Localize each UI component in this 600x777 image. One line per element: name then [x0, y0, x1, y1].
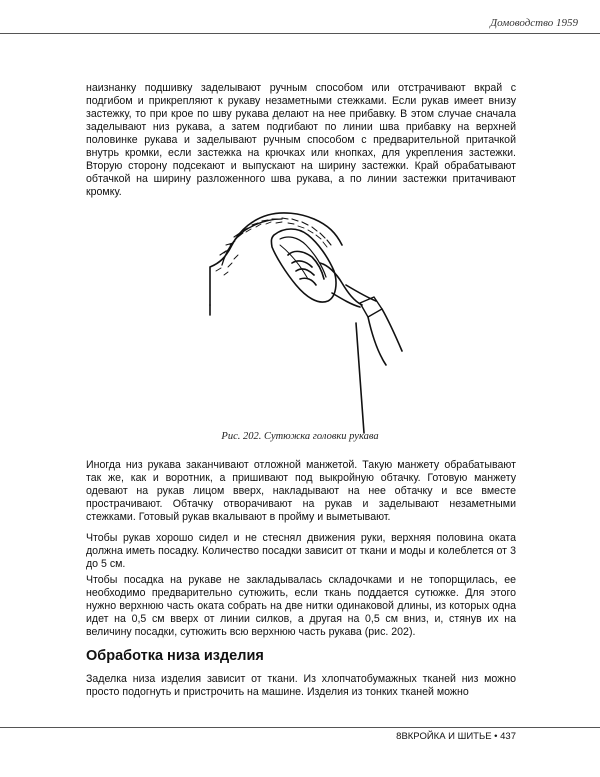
figure-202 [196, 205, 416, 435]
header-divider [0, 33, 600, 34]
page-footer: 8ВКРОЙКА И ШИТЬЕ • 437 [396, 731, 516, 742]
sleeve-ironing-illustration-icon [196, 205, 416, 435]
paragraph-shrinking: Чтобы посадка на рукаве не закладывалась складочками и не топорщилась, ее необходимо предварительно сутюжить, если ткань поддается сутюжке. Для этого нужно верхнюю часть оката собрать на две нитки одинаковой длины, из которых одна идет на 0,5 см вверх от линии силков, а другая на 0,5 см вниз, и, стянув их на величину посадки, сутюжить всю верхнюю часть рукава (рис. 202). [86, 574, 516, 638]
paragraph-ease: Чтобы рукав хорошо сидел и не стеснял движения руки, верхняя половина оката должна иметь посадку. Количество посадки зависит от ткани и моды и колеблется от 3 до 5 см. [86, 532, 516, 570]
figure-caption: Рис. 202. Сутюжка головки рукава [221, 431, 379, 442]
section-heading: Обработка низа изделия [86, 648, 264, 664]
paragraph-sleeve-hem: наизнанку подшивку заделывают ручным способом или отстрачивают вкрай с подгибом и прикрепляют к рукаву незаметными стежками. Если рукав имеет внизу застежку, то при крое по шву рукава делают на нее прибавку. В этом случае сначала заделывают низ рукава, а затем подгибают по линии шва прибавку на верхней половинке рукава и заделывают ручным способом с предварительной притачкой внутрь кромки, если застежка на крючках или кнопках, для укрепления застежки. Вторую сторону подсекают и выпускают на ширину застежки. Край обрабатывают обтачкой на ширину разложенного шва рукава, а по линии застежки притачивают кромку. [86, 82, 516, 198]
running-header: Домоводство 1959 [490, 17, 578, 29]
paragraph-hem-finish: Заделка низа изделия зависит от ткани. Из хлопчатобумажных тканей низ можно просто подогнуть и пристрочить на машине. Изделия из тонких тканей можно [86, 673, 516, 698]
paragraph-cuff: Иногда низ рукава заканчивают отложной манжетой. Такую манжету обрабатывают так же, как и воротник, а пришивают под выкройную обтачку. Готовую манжету одевают на рукав лицом вверх, накладывают на нее обтачку и все вместе прострачивают. Обтачку отворачивают на рукав и заделывают незаметными стежками. Готовый рукав вкалывают в пройму и выметывают. [86, 459, 516, 523]
footer-divider [0, 727, 600, 728]
